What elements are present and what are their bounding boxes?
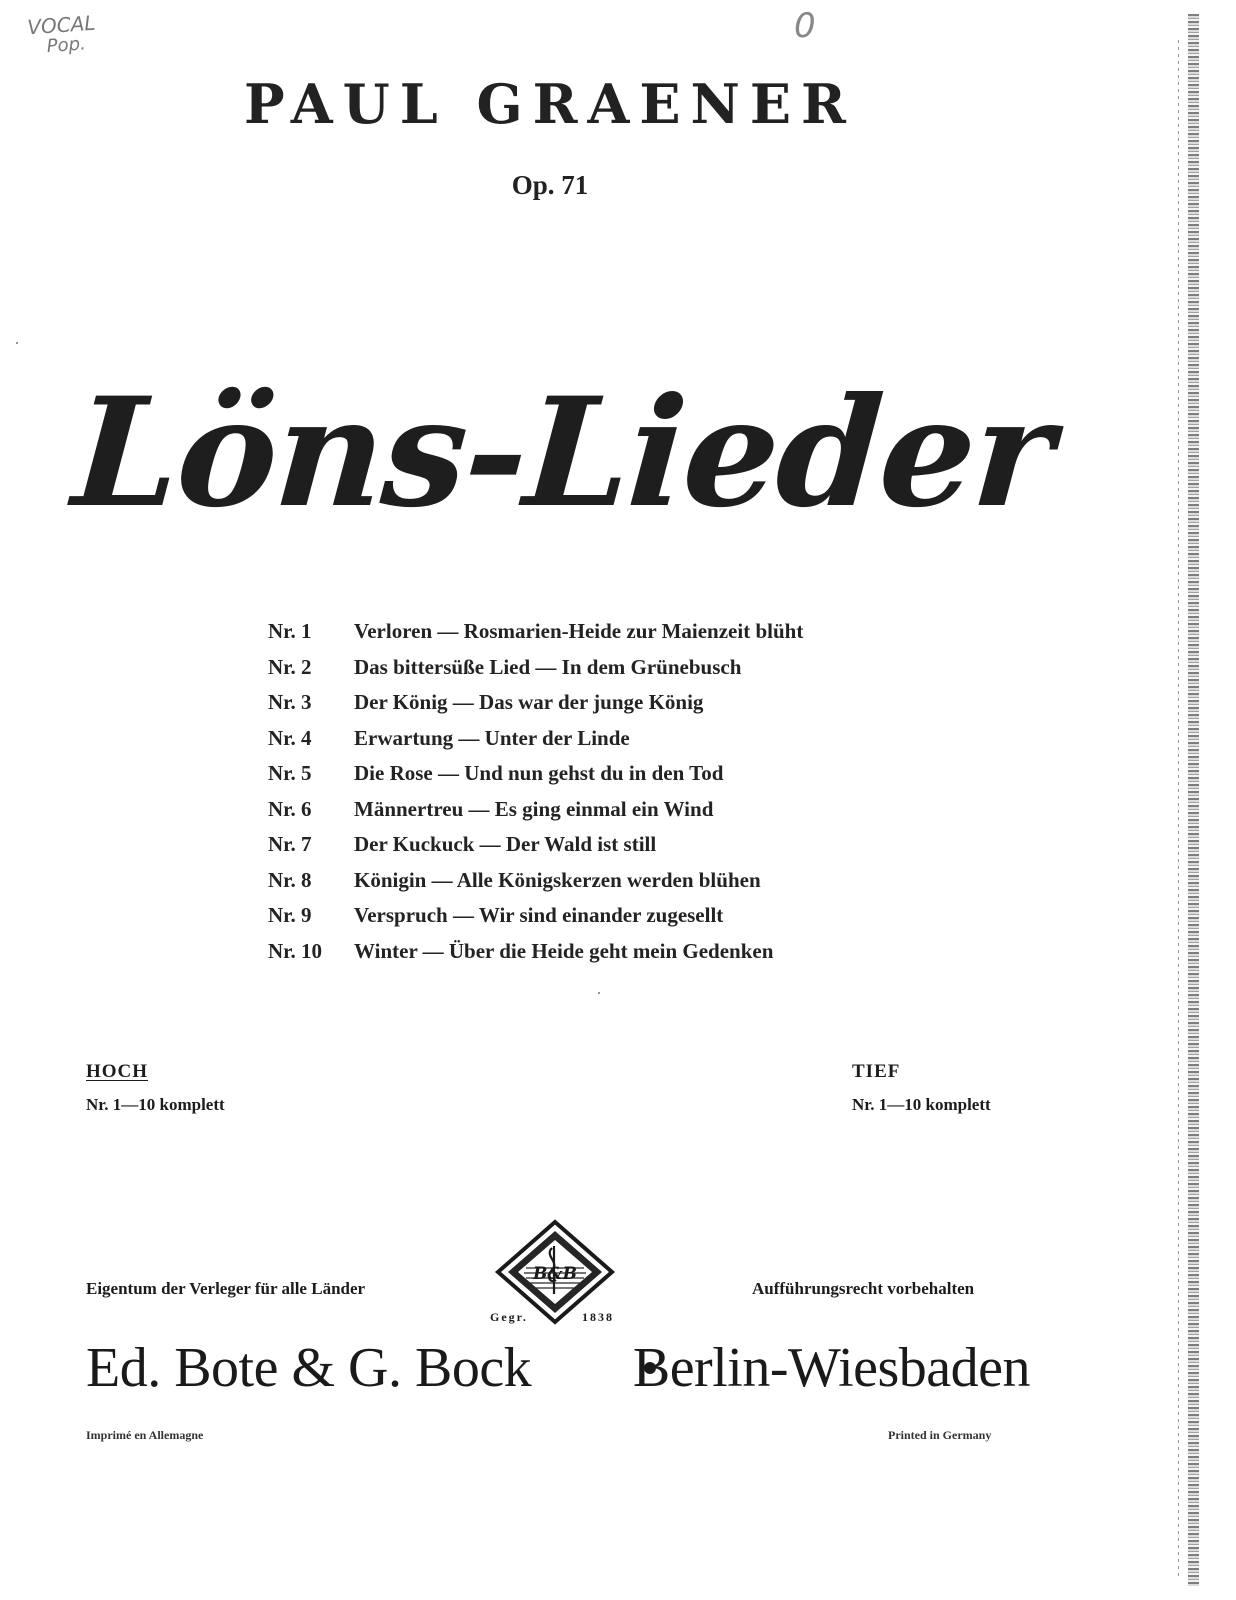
song-title: Verloren — Rosmarien-Heide zur Maienzeit blüht	[354, 619, 804, 643]
song-title: Die Rose — Und nun gehst du in den Tod	[354, 761, 724, 785]
song-number: Nr. 1	[268, 619, 312, 643]
list-item	[268, 721, 803, 757]
song-number: Nr. 6	[268, 796, 312, 821]
scan-edge-line	[1178, 40, 1179, 1580]
composer-name: PAUL GRAENER	[244, 72, 856, 136]
logo-founded-label: Gegr.	[490, 1310, 528, 1324]
publisher-city: Berlin-Wiesbaden	[632, 1337, 1030, 1399]
list-item	[268, 827, 803, 863]
publisher-name: Ed. Bote & G. Bock	[86, 1337, 532, 1399]
opus-number: Op. 71	[511, 170, 589, 200]
song-title: Männertreu — Es ging einmal ein Wind	[354, 796, 714, 821]
handwritten-mark: 0	[794, 6, 816, 46]
handwritten-note-line1: VOCAL	[26, 10, 97, 40]
scan-speck	[16, 342, 18, 344]
song-number: Nr. 7	[268, 832, 312, 856]
song-number: Nr. 9	[268, 903, 312, 927]
logo-monogram: B&B	[532, 1264, 578, 1284]
song-number: Nr. 2	[268, 654, 312, 679]
list-item	[268, 863, 803, 899]
ownership-note: Eigentum der Verleger für alle Länder	[86, 1279, 366, 1298]
song-list	[268, 614, 803, 969]
high-voice-label: HOCH	[86, 1061, 149, 1082]
song-number: Nr. 10	[268, 938, 323, 963]
list-item	[268, 756, 803, 792]
logo-founded-year: 1838	[582, 1310, 614, 1324]
collection-title: Löns-Lieder	[68, 365, 1057, 541]
high-voice-contents: Nr. 1—10 komplett	[86, 1095, 225, 1114]
song-number: Nr. 4	[268, 725, 312, 750]
list-item	[268, 934, 803, 970]
performance-rights-note: Aufführungsrecht vorbehalten	[752, 1279, 975, 1298]
list-item	[268, 898, 803, 934]
low-voice-contents: Nr. 1—10 komplett	[852, 1095, 991, 1114]
handwritten-note-line2: Pop.	[46, 33, 87, 58]
song-number: Nr. 3	[268, 690, 312, 714]
song-title: Der Kuckuck — Der Wald ist still	[354, 832, 657, 856]
list-item	[268, 685, 803, 721]
song-title: Das bittersüße Lied — In dem Grünebusch	[354, 654, 742, 679]
song-number: Nr. 8	[268, 867, 312, 892]
song-number: Nr. 5	[268, 761, 312, 785]
handwritten-note	[27, 12, 98, 58]
song-title: Erwartung — Unter der Linde	[354, 725, 630, 750]
scan-edge-strip	[1188, 14, 1199, 1586]
scan-speck	[598, 992, 600, 994]
list-item	[268, 792, 803, 828]
list-item	[268, 650, 803, 686]
imprint-french: Imprimé en Allemagne	[86, 1428, 204, 1442]
list-item	[268, 614, 803, 650]
song-title: Winter — Über die Heide geht mein Gedenken	[354, 938, 774, 963]
imprint-english: Printed in Germany	[888, 1428, 992, 1442]
low-voice-label: TIEF	[852, 1061, 901, 1082]
song-title: Verspruch — Wir sind einander zugesellt	[354, 903, 724, 927]
song-title: Königin — Alle Königskerzen werden blühen	[354, 867, 761, 892]
song-title: Der König — Das war der junge König	[354, 690, 704, 714]
